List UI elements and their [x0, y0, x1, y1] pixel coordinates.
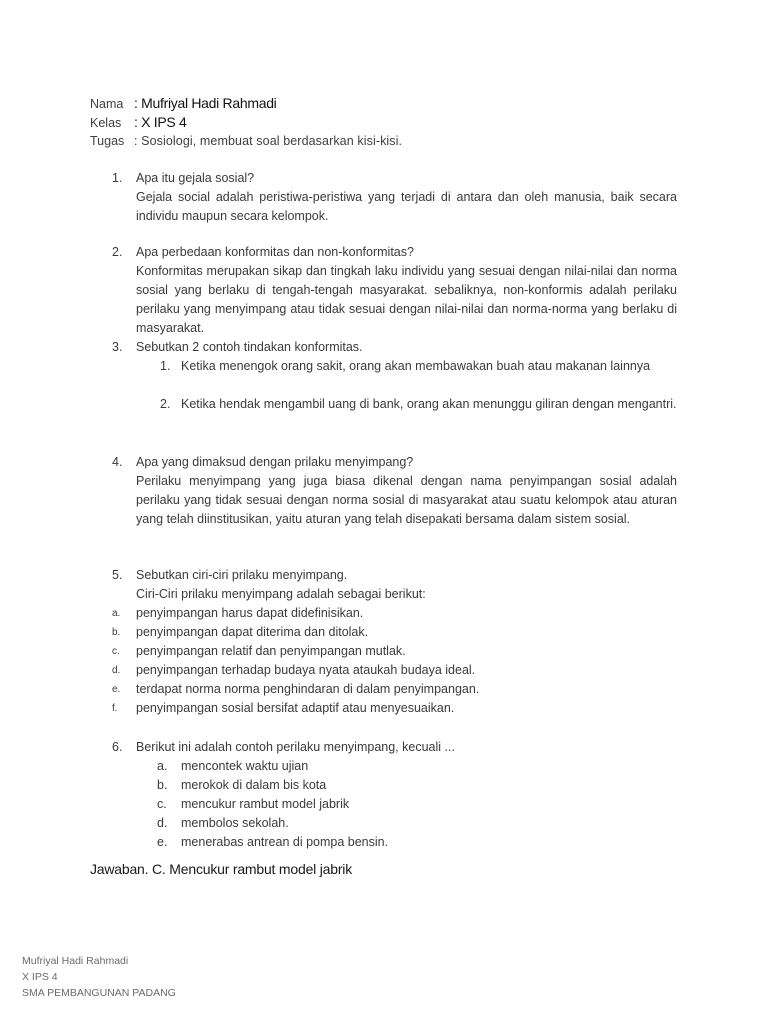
question-number: 2. [112, 245, 123, 259]
list-item [112, 661, 475, 680]
question-text: Berikut ini adalah contoh perilaku menyimpang, kecuali ... [136, 740, 455, 754]
question-number: 6. [112, 740, 123, 754]
item-letter: b. [112, 627, 121, 638]
option-text: mencontek waktu ujian [181, 759, 309, 773]
option-item [157, 795, 349, 814]
option-text: merokok di dalam bis kota [181, 778, 327, 792]
list-item [160, 395, 677, 414]
footer-school: SMA PEMBANGUNAN PADANG [22, 987, 176, 999]
question-3 [112, 338, 677, 357]
nama-label: Nama [90, 97, 124, 111]
item-text: penyimpangan relatif dan penyimpangan mutlak. [136, 644, 406, 658]
nama-value: : Mufriyal Hadi Rahmadi [134, 95, 277, 111]
option-text: membolos sekolah. [181, 816, 289, 830]
answer-text: Perilaku menyimpang yang juga biasa dikenal dengan nama penyimpangan sosial adalah perilaku yang tidak sesuai dengan norma sosial di masyarakat atau suatu kelompok atau aturan yang telah diinstitusikan, yaitu aturan yang telah disepakati bersama dalam sistem sosial. [136, 474, 677, 526]
question-number: 3. [112, 340, 123, 354]
question-text: Sebutkan ciri-ciri prilaku menyimpang. [136, 568, 348, 582]
final-answer: Jawaban. C. Mencukur rambut model jabrik [90, 861, 353, 877]
item-letter: f. [112, 703, 118, 714]
question-number: 4. [112, 455, 123, 469]
kelas-label: Kelas [90, 116, 122, 130]
question-number: 5. [112, 568, 123, 582]
tugas-value: : Sosiologi, membuat soal berdasarkan kisi-kisi. [134, 134, 403, 148]
question-text: Apa perbedaan konformitas dan non-konformitas? [136, 245, 414, 259]
option-letter: e. [157, 835, 168, 849]
answer-text: Konformitas merupakan sikap dan tingkah laku individu yang sesuai dengan nilai-nilai dan norma sosial yang berlaku di tengah-tengah masyarakat. sebaliknya, non-konformis adalah perilaku perilaku yang menyimpang atau tidak sesuai dengan nilai-nilai dan norma-norma yang berlaku di masyarakat. [136, 264, 677, 335]
item-letter: e. [112, 684, 121, 695]
option-text: mencukur rambut model jabrik [181, 797, 350, 811]
question-text: Sebutkan 2 contoh tindakan konformitas. [136, 340, 363, 354]
item-text: Ketika hendak mengambil uang di bank, orang akan menunggu giliran dengan mengantri. [181, 397, 677, 411]
option-item [157, 757, 308, 776]
question-4 [112, 453, 677, 529]
list-item [160, 357, 677, 376]
item-text: penyimpangan harus dapat didefinisikan. [136, 606, 364, 620]
question-6 [112, 738, 677, 757]
list-item [112, 604, 363, 623]
option-item [157, 776, 326, 795]
item-text: terdapat norma norma penghindaran di dalam penyimpangan. [136, 682, 480, 696]
footer-name: Mufriyal Hadi Rahmadi [22, 955, 129, 967]
item-number: 1. [160, 359, 171, 373]
page-footer [22, 953, 176, 1001]
list-item [112, 642, 406, 661]
item-text: penyimpangan terhadap budaya nyata ataukah budaya ideal. [136, 663, 476, 677]
question-2 [112, 243, 677, 338]
header-tugas-row [90, 132, 402, 151]
item-letter: d. [112, 665, 121, 676]
item-text: penyimpangan sosial bersifat adaptif atau menyesuaikan. [136, 701, 455, 715]
kelas-value: : X IPS 4 [134, 114, 187, 130]
header-kelas-row [90, 113, 187, 133]
option-letter: b. [157, 778, 168, 792]
option-item [157, 814, 289, 833]
item-letter: c. [112, 646, 120, 657]
item-number: 2. [160, 397, 171, 411]
list-item [112, 680, 479, 699]
tugas-label: Tugas [90, 134, 125, 148]
question-1 [112, 169, 677, 226]
answer-intro: Ciri-Ciri prilaku menyimpang adalah sebagai berikut: [136, 587, 426, 601]
list-item [112, 699, 454, 718]
footer-class: X IPS 4 [22, 971, 58, 983]
option-item [157, 833, 388, 852]
option-text: menerabas antrean di pompa bensin. [181, 835, 389, 849]
item-letter: a. [112, 608, 121, 619]
question-text: Apa itu gejala sosial? [136, 171, 255, 185]
question-number: 1. [112, 171, 123, 185]
item-text: Ketika menengok orang sakit, orang akan membawakan buah atau makanan lainnya [181, 359, 651, 373]
header-nama-row [90, 94, 277, 114]
item-text: penyimpangan dapat diterima dan ditolak. [136, 625, 369, 639]
option-letter: c. [157, 797, 167, 811]
option-letter: d. [157, 816, 168, 830]
list-item [112, 623, 368, 642]
option-letter: a. [157, 759, 168, 773]
answer-text: Gejala social adalah peristiwa-peristiwa yang terjadi di antara dan oleh manusia, baik secara individu maupun secara kelompok. [136, 190, 677, 223]
question-5 [112, 566, 677, 604]
question-text: Apa yang dimaksud dengan prilaku menyimpang? [136, 455, 414, 469]
